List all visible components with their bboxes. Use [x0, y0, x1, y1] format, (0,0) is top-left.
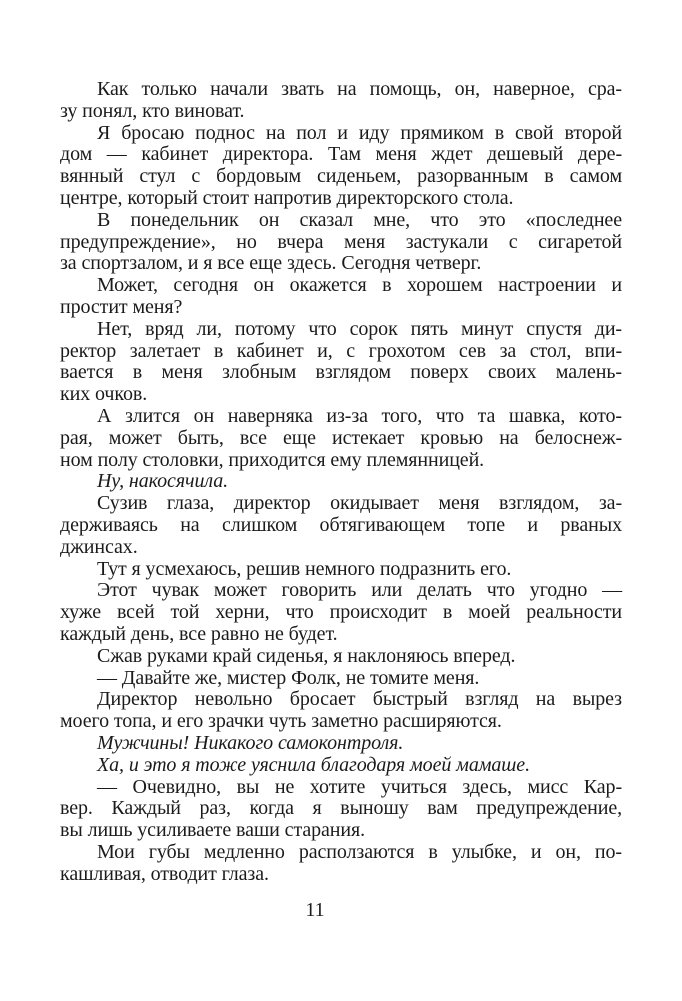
text-line: Ну, накосячила.	[97, 470, 229, 493]
text-line: Директор невольно бросает быстрый взгляд на вырез	[97, 688, 622, 711]
paragraph	[60, 755, 622, 777]
text-line: ректор залетает в кабинет и, с грохотом сев за стол, впи-	[60, 339, 622, 362]
text-line: Ха, и это я тоже уяснила благодаря моей мамаше.	[97, 753, 530, 776]
paragraph	[60, 559, 622, 581]
text-line: — Очевидно, вы не хотите учиться здесь, мисс Кар-	[97, 775, 622, 798]
text-line: вер. Каждый раз, когда я выношу вам предупреждение,	[60, 797, 622, 820]
text-line: ких очков.	[60, 383, 148, 406]
paragraph	[60, 406, 622, 471]
text-line: Тут я усмехаюсь, решив немного подразнить его.	[97, 557, 512, 580]
text-line: джинсах.	[60, 535, 138, 558]
paragraph	[60, 646, 622, 668]
text-line: Сузив глаза, директор окидывает меня взглядом, за-	[97, 492, 622, 515]
text-line: моего топа, и его зрачки чуть заметно расширяются.	[60, 710, 502, 733]
paragraph	[60, 471, 622, 493]
text-line: Как только начали звать на помощь, он, наверное, сра-	[97, 78, 622, 100]
text-line: Сжав руками край сиденья, я наклоняюсь вперед.	[97, 644, 516, 667]
paragraph	[60, 79, 622, 123]
text-line: вянный стул с бордовым сиденьем, разорванным в самом	[60, 165, 622, 188]
paragraph	[60, 210, 622, 275]
paragraph	[60, 123, 622, 210]
text-line: Я бросаю поднос на пол и иду прямиком в свой второй	[97, 121, 622, 144]
text-line: В понедельник он сказал мне, что это «последнее	[97, 208, 622, 231]
paragraph	[60, 842, 622, 886]
text-line: вы лишь усиливаете ваши старания.	[60, 819, 365, 842]
text-line: Мужчины! Никакого самоконтроля.	[97, 731, 404, 754]
page-number: 11	[305, 899, 325, 921]
text-line: каждый день, все равно не будет.	[60, 622, 338, 645]
text-line: Мои губы медленно расползаются в улыбке, и он, по-	[97, 840, 622, 863]
paragraph	[60, 580, 622, 645]
paragraph	[60, 777, 622, 842]
text-line: Может, сегодня он окажется в хорошем настроении и	[97, 274, 622, 297]
text-line: Нет, вряд ли, потому что сорок пять минут спустя ди-	[97, 317, 622, 340]
paragraph	[60, 319, 622, 406]
text-line: за спортзалом, и я все еще здесь. Сегодня четверг.	[60, 252, 482, 275]
paragraph	[60, 668, 622, 690]
text-line: дом — кабинет директора. Там меня ждет дешевый дере-	[60, 143, 622, 166]
text-line: держиваясь на слишком обтягивающем топе и рваных	[60, 513, 622, 536]
text-line: хуже всей той херни, что происходит в моей реальности	[60, 601, 622, 624]
text-line: зу понял, кто виноват.	[60, 99, 245, 122]
page-text	[60, 79, 622, 885]
paragraph	[60, 275, 622, 319]
text-line: Этот чувак может говорить или делать что угодно —	[97, 579, 622, 602]
paragraph	[60, 493, 622, 558]
text-line: простит меня?	[60, 295, 183, 318]
paragraph	[60, 733, 622, 755]
text-line: центре, который стоит напротив директорского стола.	[60, 186, 514, 209]
text-line: ном полу столовки, приходится ему племянницей.	[60, 448, 485, 471]
text-line: кашливая, отводит глаза.	[60, 862, 269, 885]
text-line: вается в меня злобным взглядом поверх своих малень-	[60, 361, 622, 384]
paragraph	[60, 689, 622, 733]
text-line: предупреждение», но вчера меня застукали с сигаретой	[60, 230, 622, 253]
text-line: рая, может быть, все еще истекает кровью на белоснеж-	[60, 426, 622, 449]
text-line: — Давайте же, мистер Фолк, не томите меня.	[97, 666, 480, 689]
text-line: А злится он наверняка из-за того, что та шавка, кото-	[97, 404, 622, 427]
